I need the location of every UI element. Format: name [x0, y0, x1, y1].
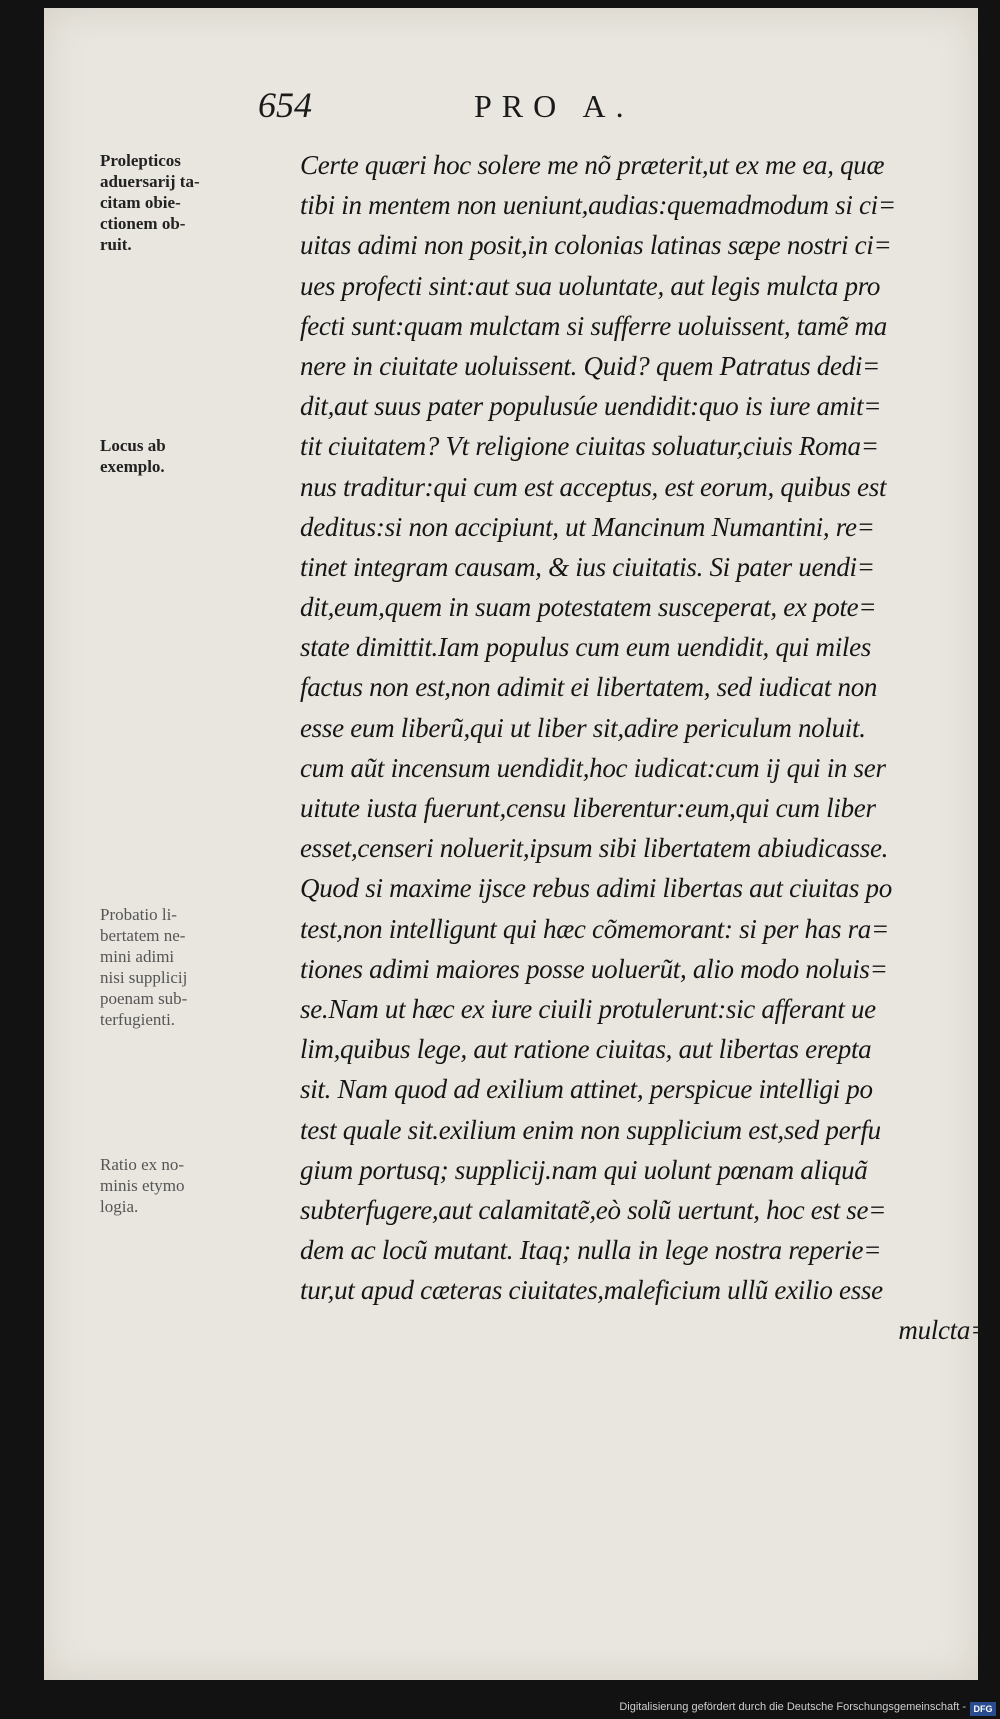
text-line: uitas adimi non posit,in colonias latinas sæpe nostri ci= — [300, 230, 892, 261]
text-line: fecti sunt:quam mulctam si sufferre uoluissent, tamẽ ma — [300, 310, 887, 341]
text-line: tibi in mentem non ueniunt,audias:quemadmodum si ci= — [300, 190, 896, 221]
text-line: dit,aut suus pater populusúe uendidit:quo is iure amit= — [300, 391, 882, 422]
margin-note-3: Probatio li- bertatem ne- mini adimi nisi supplicij poenam sub- terfugienti. — [100, 905, 188, 1029]
text-line: nus traditur:qui cum est acceptus, est eorum, quibus est — [300, 471, 887, 502]
text-line: tinet integram causam, & ius ciuitatis. Si pater uendi= — [300, 551, 875, 582]
body-text — [300, 145, 990, 1351]
book-page — [44, 8, 988, 1680]
margin-note-1: Prolepticos aduersarij ta- citam obie- ctionem ob- ruit. — [100, 151, 200, 254]
footer-bar — [0, 1700, 1000, 1719]
text-line: lim,quibus lege, aut ratione ciuitas, aut libertas erepta — [300, 1034, 872, 1065]
text-line: esset,censeri noluerit,ipsum sibi libertatem abiudicasse. — [300, 833, 889, 864]
footer-credit: Digitalisierung gefördert durch die Deutsche Forschungsgemeinschaft - — [619, 1701, 966, 1713]
text-line: test,non intelligunt qui hæc cõmemorant: si per has ra= — [300, 913, 889, 944]
text-line: sit. Nam quod ad exilium attinet, perspicue intelligi po — [300, 1074, 873, 1105]
margin-note-4: Ratio ex no- minis etymo logia. — [100, 1155, 185, 1216]
text-line: cum aũt incensum uendidit,hoc iudicat:cum ij qui in ser — [300, 752, 886, 783]
text-line: Quod si maxime ijsce rebus adimi libertas aut ciuitas po — [300, 873, 892, 904]
text-line: esse eum liberũ,qui ut liber sit,adire periculum noluit. — [300, 712, 866, 743]
text-line: dem ac locũ mutant. Itaq; nulla in lege nostra reperie= — [300, 1235, 882, 1266]
running-head: PRO A. — [474, 88, 634, 124]
text-line: test quale sit.exilium enim non supplicium est,sed perfu — [300, 1114, 881, 1145]
text-line: dit,eum,quem in suam potestatem susceperat, ex pote= — [300, 592, 877, 623]
text-line: ues profecti sint:aut sua uoluntate, aut legis mulcta pro — [300, 270, 881, 301]
text-line: tiones adimi maiores posse uoluerũt, alio modo noluis= — [300, 953, 888, 984]
text-line: state dimittit.Iam populus cum eum uendidit, qui miles — [300, 632, 871, 663]
text-line: tit ciuitatem? Vt religione ciuitas soluatur,ciuis Roma= — [300, 431, 879, 462]
text-line: se.Nam ut hæc ex iure ciuili protulerunt:sic afferant ue — [300, 993, 876, 1024]
dfg-logo[interactable]: DFG — [970, 1702, 996, 1716]
text-line: subterfugere,aut calamitatẽ,eò solũ uertunt, hoc est se= — [300, 1194, 887, 1225]
page-number: 654 — [258, 85, 312, 125]
text-line: uitute iusta fuerunt,censu liberentur:eum,qui cum liber — [300, 793, 876, 823]
page-header — [44, 78, 978, 138]
text-line: factus non est,non adimit ei libertatem, sed iudicat non — [300, 672, 878, 703]
text-line: nere in ciuitate uoluissent. Quid? quem Patratus dedi= — [300, 350, 880, 381]
catchword: mulcta= — [898, 1315, 988, 1346]
text-line: Certe quæri hoc solere me nõ præterit,ut ex me ea, quæ — [300, 150, 885, 180]
text-line: tur,ut apud cæteras ciuitates,maleficium ullũ exilio esse — [300, 1275, 883, 1306]
text-line: gium portusq; supplicij.nam qui uolunt pœnam aliquã — [300, 1154, 868, 1185]
text-line: deditus:si non accipiunt, ut Mancinum Numantini, re= — [300, 511, 875, 542]
margin-note-2: Locus ab exemplo. — [100, 436, 166, 476]
